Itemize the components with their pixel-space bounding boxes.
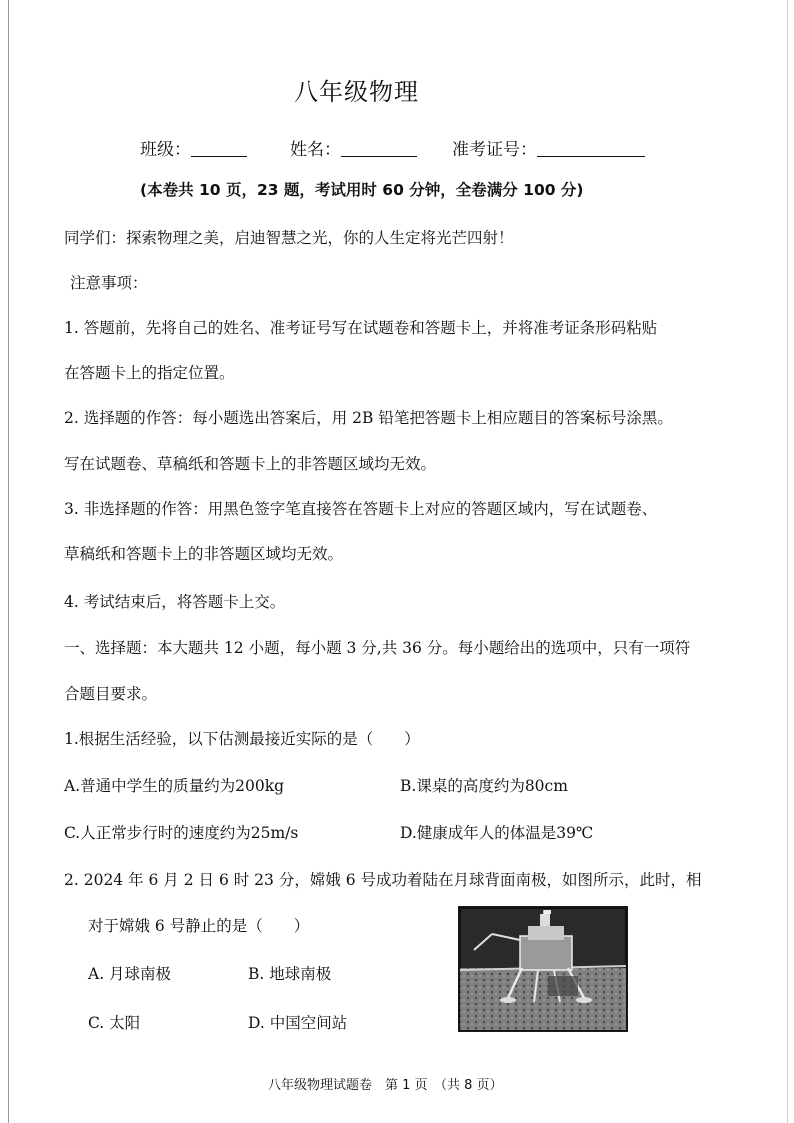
page-footer: 八年级物理试题卷 第 1 页 （共 8 页） bbox=[268, 1078, 503, 1093]
lander-photo bbox=[458, 906, 628, 1032]
name-field bbox=[290, 135, 417, 160]
notice-title: 注意事项： bbox=[70, 274, 148, 292]
name-blank bbox=[341, 140, 417, 157]
note-line: 3. 非选择题的作答：用黑色签字笔直接答在答题卡上对应的答题区域内，写在试题卷、 bbox=[64, 500, 658, 518]
class-label: 班级： bbox=[140, 140, 191, 160]
q2-option-b: B. 地球南极 bbox=[248, 965, 332, 983]
question-1-stem: 1.根据生活经验，以下估测最接近实际的是（ ） bbox=[64, 730, 420, 748]
q1-option-d: D.健康成年人的体温是39℃ bbox=[400, 824, 594, 842]
ticket-label: 准考证号： bbox=[452, 140, 537, 160]
exam-subtitle: (本卷共 10 页，23 题，考试用时 60 分钟，全卷满分 100 分) bbox=[140, 181, 584, 199]
q1-option-c: C.人正常步行时的速度约为25m/s bbox=[64, 824, 299, 842]
q1-option-a: A.普通中学生的质量约为200kg bbox=[64, 777, 285, 795]
q2-option-c: C. 太阳 bbox=[88, 1014, 141, 1032]
page-edge-right bbox=[787, 0, 788, 1123]
class-field bbox=[140, 135, 247, 160]
greeting: 同学们：探索物理之美，启迪智慧之光，你的人生定将光芒四射！ bbox=[64, 229, 514, 247]
q2-option-d: D. 中国空间站 bbox=[248, 1014, 348, 1032]
name-label: 姓名： bbox=[290, 140, 341, 160]
ticket-field bbox=[452, 135, 645, 160]
note-line: 写在试题卷、草稿纸和答题卡上的非答题区域均无效。 bbox=[64, 455, 437, 473]
note-line: 草稿纸和答题卡上的非答题区域均无效。 bbox=[64, 545, 344, 563]
question-2-stem-cont: 对于嫦娥 6 号静止的是（ ） bbox=[88, 917, 310, 935]
class-blank bbox=[191, 140, 247, 157]
q2-option-a: A. 月球南极 bbox=[88, 965, 172, 983]
note-line: 2. 选择题的作答：每小题选出答案后，用 2B 铅笔把答题卡上相应题目的答案标号涂黑。 bbox=[64, 409, 673, 427]
page-title: 八年级物理 bbox=[294, 78, 419, 106]
page-edge-left bbox=[8, 0, 9, 1123]
note-line: 1. 答题前，先将自己的姓名、准考证号写在试题卷和答题卡上，并将准考证条形码粘贴 bbox=[64, 319, 658, 337]
q1-option-b: B.课桌的高度约为80cm bbox=[400, 777, 568, 795]
section-heading: 一、选择题：本大题共 12 小题，每小题 3 分,共 36 分。每小题给出的选项中，只有一项符 bbox=[64, 639, 691, 657]
ticket-blank bbox=[537, 140, 645, 157]
question-2-stem: 2. 2024 年 6 月 2 日 6 时 23 分，嫦娥 6 号成功着陆在月球背面南极，如图所示，此时，相 bbox=[64, 871, 702, 889]
note-line: 在答题卡上的指定位置。 bbox=[64, 364, 235, 382]
section-heading-cont: 合题目要求。 bbox=[64, 685, 158, 703]
note-line: 4. 考试结束后，将答题卡上交。 bbox=[64, 593, 286, 611]
